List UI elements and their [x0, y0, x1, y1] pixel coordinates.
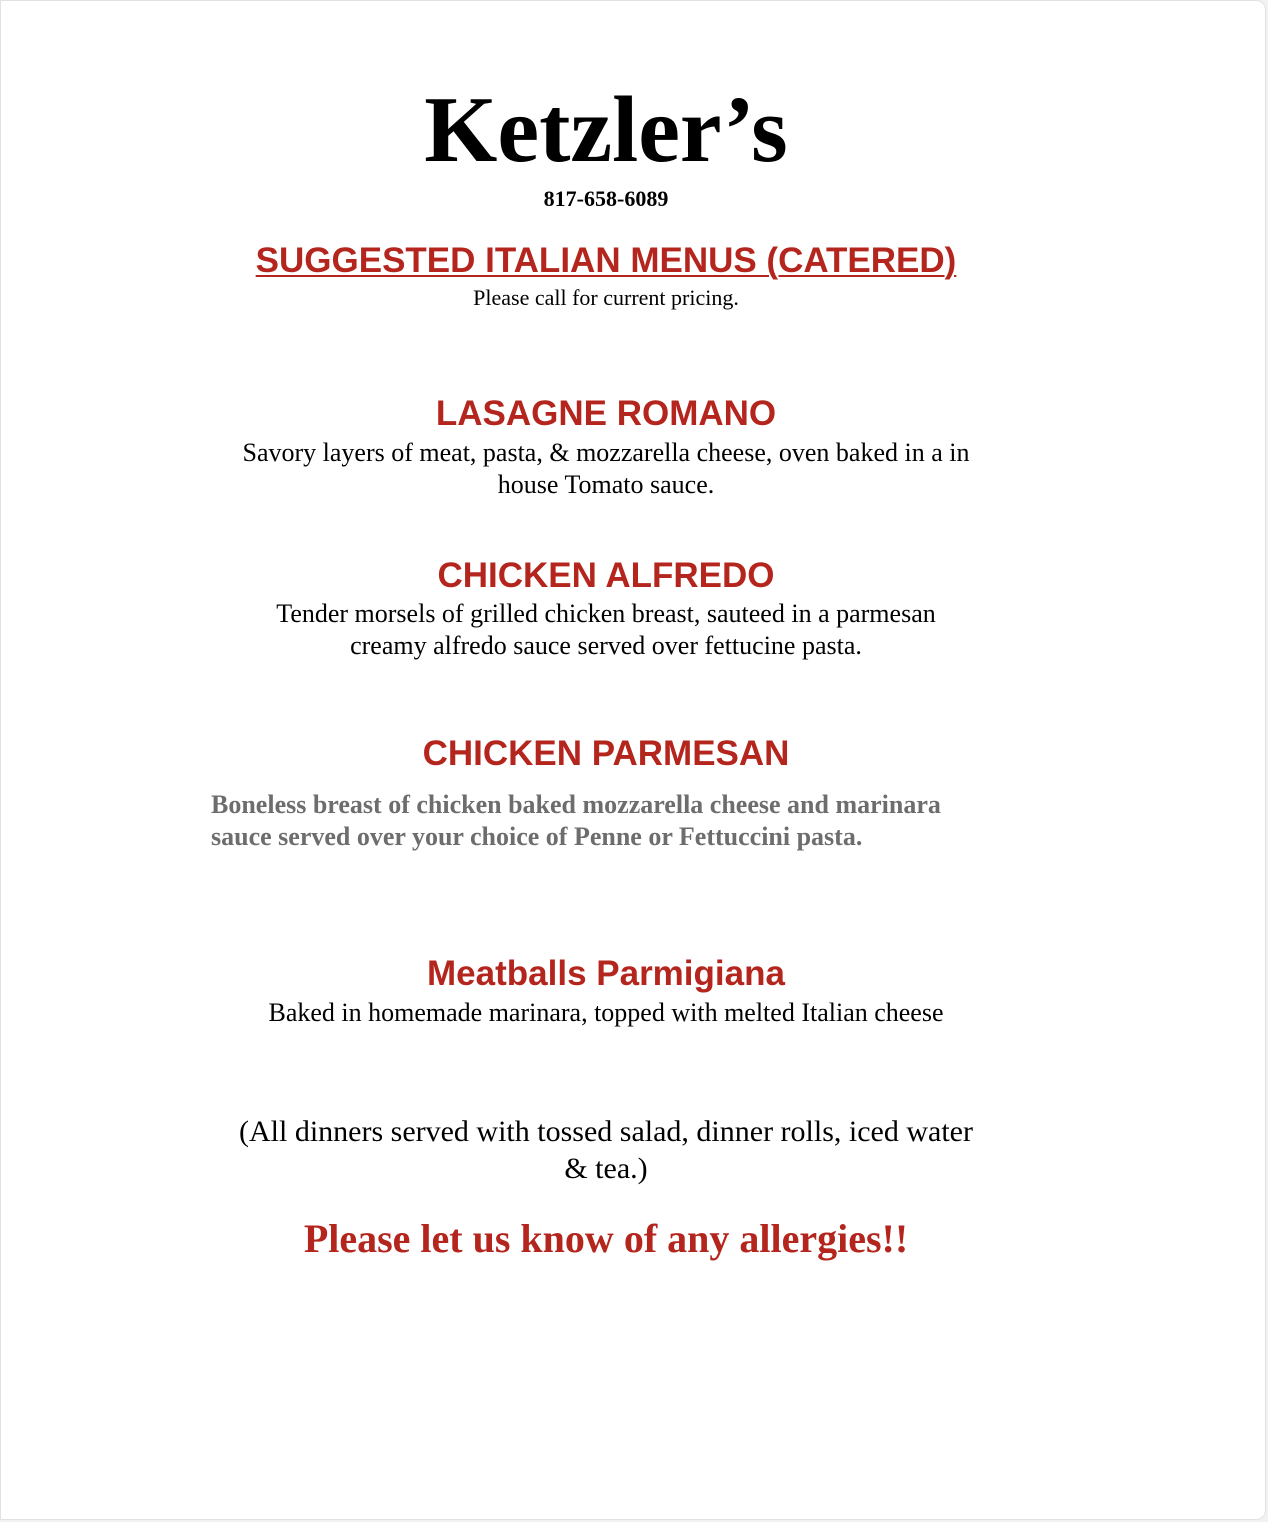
- allergy-notice: Please let us know of any allergies!!: [303, 1216, 909, 1261]
- dish-description-line: Baked in homemade marinara, topped with melted Italian cheese: [268, 998, 944, 1027]
- dish-title-lasagne: LASAGNE ROMANO: [435, 394, 777, 433]
- dish-description-line: Tender morsels of grilled chicken breast, sauteed in a parmesan: [276, 599, 936, 628]
- dish-description-line: Boneless breast of chicken baked mozzarella cheese and marinara: [211, 790, 941, 819]
- dish-description-line: sauce served over your choice of Penne or Fettuccini pasta.: [211, 822, 863, 851]
- served-with-note-line: & tea.): [564, 1152, 648, 1185]
- restaurant-name: Ketzler’s: [424, 78, 788, 182]
- dish-description-line: Savory layers of meat, pasta, & mozzarella cheese, oven baked in a in: [242, 438, 970, 467]
- dish-title-chicken-alfredo: CHICKEN ALFREDO: [437, 556, 775, 595]
- dish-title-meatballs: Meatballs Parmigiana: [427, 954, 785, 993]
- menu-heading: SUGGESTED ITALIAN MENUS (CATERED): [255, 241, 957, 280]
- dish-title-chicken-parmesan: CHICKEN PARMESAN: [422, 734, 790, 773]
- pricing-note: Please call for current pricing.: [473, 285, 739, 310]
- dish-description-line: house Tomato sauce.: [497, 470, 715, 499]
- dish-description-line: creamy alfredo sauce served over fettucine pasta.: [350, 631, 862, 660]
- served-with-note-line: (All dinners served with tossed salad, dinner rolls, iced water: [239, 1115, 973, 1148]
- phone-number: 817-658-6089: [543, 186, 669, 211]
